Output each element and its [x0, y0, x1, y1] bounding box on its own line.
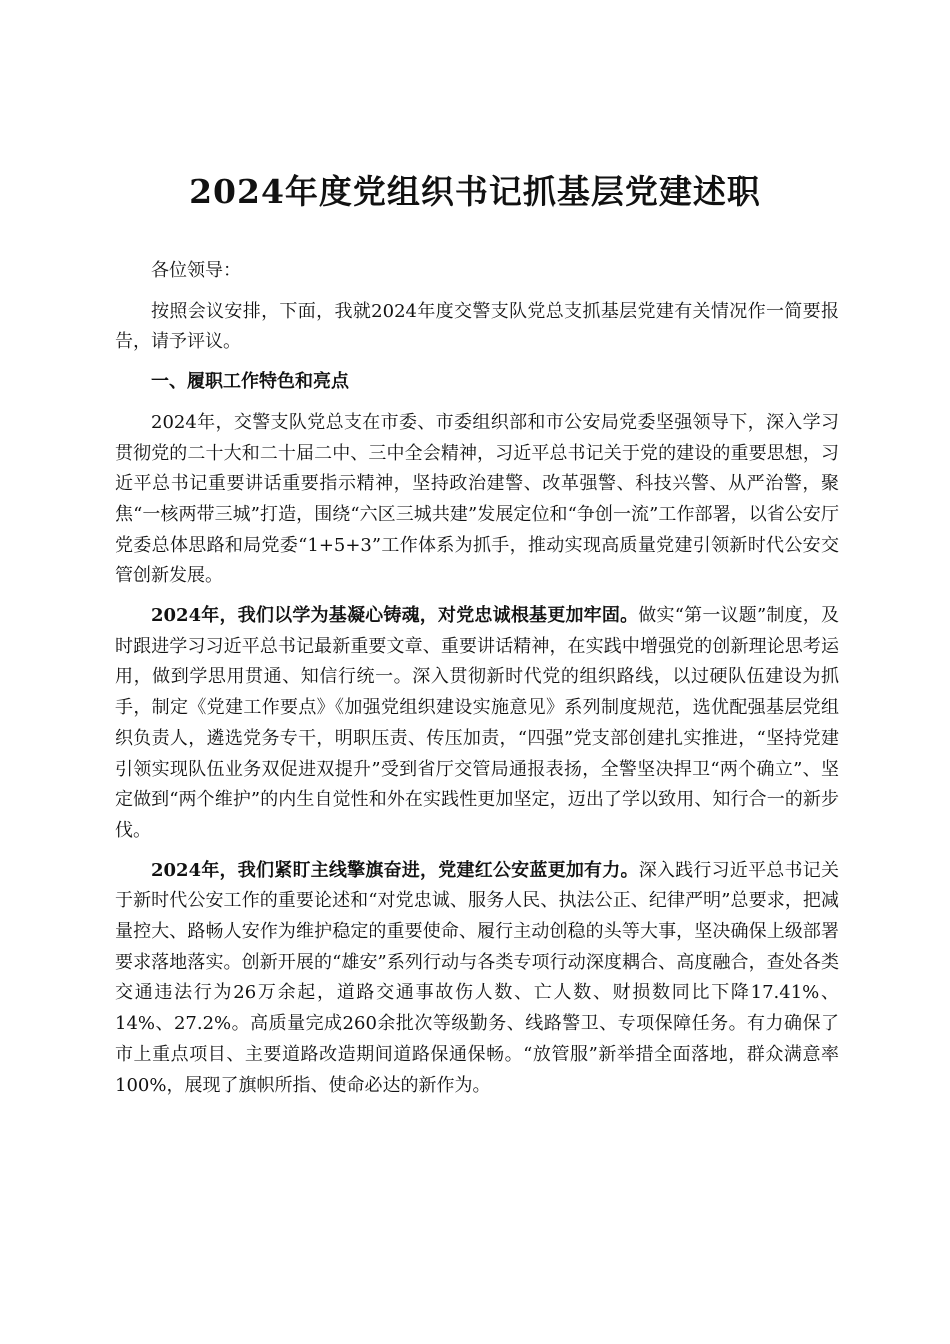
document-title: 2024年度党组织书记抓基层党建述职	[189, 172, 761, 211]
paragraph-lead: 2024年，我们以学为基凝心铸魂，对党忠诚根基更加牢固。	[151, 605, 639, 627]
paragraph-overview: 2024年，交警支队党总支在市委、市委组织部和市公安局党委坚强领导下，深入学习贯彻党的二十大和二十届二中、三中全会精神，习近平总书记关于党的建设的重要思想，习近平总书记重要讲话重要指示精神，坚持政治建警、改革强警、科技兴警、从严治警，聚焦“一核两带三城”打造，围绕“六区三城共建”发展定位和“争创一流”工作部署，以省公安厅党委总体思路和局党委“1+5+3”工作体系为抓手，推动实现高质量党建引领新时代公安交管创新发展。	[115, 411, 839, 587]
paragraph-lead: 2024年，我们紧盯主线擎旗奋进，党建红公安蓝更加有力。	[151, 859, 639, 881]
paragraph-mainline	[115, 856, 839, 1102]
paragraph-body: 深入践行习近平总书记关于新时代公安工作的重要论述和“对党忠诚、服务人民、执法公正、纪律严明”总要求，把减量控大、路畅人安作为维护稳定的重要使命、履行主动创稳的头等大事，坚决确保上级部署要求落地落实。创新开展的“雄安”系列行动与各类专项行动深度耦合、高度融合，查处各类交通违法行为26万余起，道路交通事故伤人数、亡人数、财损数同比下降17.41%、14%、27.2%。高质量完成260余批次等级勤务、线路警卫、专项保障任务。有力确保了市上重点项目、主要道路改造期间道路保通保畅。“放管服”新举措全面落地，群众满意率100%，展现了旗帜所指、使命必达的新作为。	[115, 859, 839, 1096]
paragraph-study	[115, 601, 839, 847]
section-heading: 一、履职工作特色和亮点	[151, 371, 349, 393]
salutation: 各位领导：	[151, 260, 241, 281]
paragraph-body: 做实“第一议题”制度，及时跟进学习习近平总书记最新重要文章、重要讲话精神，在实践中增强党的创新理论思考运用，做到学思用贯通、知信行统一。深入贯彻新时代党的组织路线，以过硬队伍建设为抓手，制定《党建工作要点》《加强党组织建设实施意见》系列制度规范，选优配强基层党组织负责人，遴选党务专干，明职压责、传压加责，“四强”党支部创建扎实推进，“坚持党建引领实现队伍业务双促进双提升”受到省厅交管局通报表扬，全警坚决捍卫“两个确立”、坚定做到“两个维护”的内生自觉性和外在实践性更加坚定，迈出了学以致用、知行合一的新步伐。	[115, 605, 839, 841]
intro-paragraph: 按照会议安排，下面，我就2024年度交警支队党总支抓基层党建有关情况作一简要报告，请予评议。	[115, 300, 839, 353]
document-body	[115, 256, 839, 1110]
